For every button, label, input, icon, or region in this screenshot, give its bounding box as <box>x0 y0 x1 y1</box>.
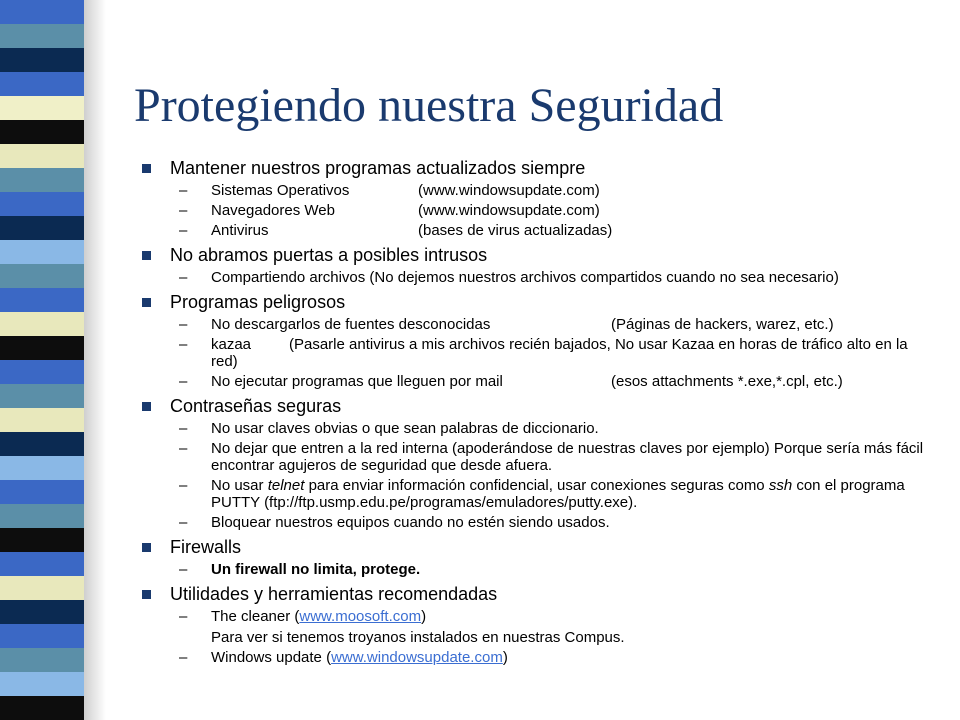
item-label: Antivirus <box>211 222 269 239</box>
section-programas-actualizados <box>136 158 936 179</box>
section-firewalls <box>136 537 936 558</box>
note-text: Para ver si tenemos troyanos instalados en nuestras Compus. <box>211 629 625 646</box>
stripe-block <box>0 696 84 720</box>
item-emphasis: telnet <box>267 477 305 494</box>
stripe-block <box>0 672 84 696</box>
section-heading: Firewalls <box>170 537 242 557</box>
item-text: Un firewall no limita, protege. <box>211 561 421 578</box>
stripe-block <box>0 624 84 648</box>
stripe-block <box>0 504 84 528</box>
item-label: kazaa <box>211 336 252 353</box>
stripe-block <box>0 192 84 216</box>
stripe-block <box>0 120 84 144</box>
list-item: – No usar telnet para enviar información confidencial, usar conexiones seguras como ssh con el programa PUTTY (ftp://ftp.usmp.edu.pe/programas/emuladores/putty.exe). <box>179 477 905 511</box>
stripe-block <box>0 600 84 624</box>
item-label: No descargarlos de fuentes desconocidas <box>211 316 491 333</box>
bullet-icon <box>142 251 151 260</box>
item-detail: (www.windowsupdate.com) <box>418 182 600 199</box>
stripe-block <box>0 0 84 24</box>
section-contrasenas <box>136 396 936 417</box>
stripe-block <box>0 552 84 576</box>
item-text: No usar claves obvias o que sean palabras de diccionario. <box>211 420 599 437</box>
slide-content <box>136 158 936 666</box>
section-puertas-intrusos <box>136 245 936 266</box>
list-item: – Compartiendo archivos (No dejemos nuestros archivos compartidos cuando no sea necesario) <box>179 269 839 286</box>
stripe-block <box>0 648 84 672</box>
item-text: No usar <box>211 477 268 494</box>
item-text: con el programa PUTTY (ftp://ftp.usmp.edu.pe/programas/emuladores/putty.exe). <box>211 477 905 511</box>
list-item: – No usar claves obvias o que sean palabras de diccionario. <box>179 420 599 437</box>
section-heading: Utilidades y herramientas recomendadas <box>170 584 498 604</box>
stripe-block <box>0 360 84 384</box>
section-heading: Mantener nuestros programas actualizados siempre <box>170 158 586 178</box>
item-text: ) <box>502 649 508 666</box>
list-item: – No dejar que entren a la red interna (apoderándose de nuestras claves por ejemplo) Porque sería más fácil encontrar agujeros de seguridad que desde afuera. <box>179 440 924 474</box>
item-label: Navegadores Web <box>211 202 335 219</box>
list-item: – Navegadores Web (www.windowsupdate.com) <box>179 202 600 219</box>
bullet-icon <box>142 298 151 307</box>
list-item: – Windows update (www.windowsupdate.com) <box>179 649 508 666</box>
section-utilidades <box>136 584 936 605</box>
stripe-block <box>0 72 84 96</box>
stripe-block <box>0 336 84 360</box>
item-detail: (esos attachments *.exe,*.cpl, etc.) <box>611 373 843 390</box>
stripe-block <box>0 288 84 312</box>
item-detail: (Páginas de hackers, warez, etc.) <box>611 316 834 333</box>
stripe-block <box>0 264 84 288</box>
decorative-stripe <box>0 0 84 720</box>
item-detail: (Pasarle antivirus a mis archivos recién bajados, No usar Kazaa en horas de tráfico alto en la red) <box>211 336 908 370</box>
stripe-block <box>0 96 84 120</box>
item-emphasis: ssh <box>768 477 793 494</box>
stripe-block <box>0 312 84 336</box>
stripe-block <box>0 456 84 480</box>
moosoft-link[interactable]: www.moosoft.com <box>299 608 422 625</box>
item-text: The cleaner ( <box>211 608 300 625</box>
windowsupdate-link[interactable]: www.windowsupdate.com <box>331 649 503 666</box>
item-label: Sistemas Operativos <box>211 182 350 199</box>
stripe-block <box>0 480 84 504</box>
list-item: – No descargarlos de fuentes desconocidas (Páginas de hackers, warez, etc.) <box>179 316 834 333</box>
list-item: – kazaa (Pasarle antivirus a mis archivos recién bajados, No usar Kazaa en horas de tráfico alto en la red) <box>179 336 908 370</box>
item-text: No dejar que entren a la red interna (apoderándose de nuestras claves por ejemplo) Porque sería más fácil encontrar agujeros de seguridad que desde afuera. <box>211 440 924 474</box>
item-detail: (www.windowsupdate.com) <box>418 202 600 219</box>
stripe-block <box>0 216 84 240</box>
stripe-block <box>0 240 84 264</box>
stripe-block <box>0 384 84 408</box>
list-item: – Antivirus (bases de virus actualizadas) <box>179 222 613 239</box>
list-item: – Sistemas Operativos (www.windowsupdate.com) <box>179 182 600 199</box>
stripe-block <box>0 576 84 600</box>
list-item: – Un firewall no limita, protege. <box>179 561 421 578</box>
stripe-block <box>0 48 84 72</box>
item-text: para enviar información confidencial, usar conexiones seguras como <box>304 477 769 494</box>
list-item: – No ejecutar programas que lleguen por mail (esos attachments *.exe,*.cpl, etc.) <box>179 373 843 390</box>
item-detail: (bases de virus actualizadas) <box>418 222 613 239</box>
stripe-block <box>0 432 84 456</box>
bullet-icon <box>142 164 151 173</box>
item-text: Compartiendo archivos (No dejemos nuestros archivos compartidos cuando no sea necesario) <box>211 269 839 286</box>
stripe-block <box>0 144 84 168</box>
bullet-icon <box>142 590 151 599</box>
item-text: Windows update ( <box>211 649 332 666</box>
bullet-icon <box>142 543 151 552</box>
section-heading: Programas peligrosos <box>170 292 346 312</box>
stripe-block <box>0 168 84 192</box>
section-heading: Contraseñas seguras <box>170 396 342 416</box>
stripe-shadow <box>84 0 106 720</box>
slide-title: Protegiendo nuestra Seguridad <box>134 79 724 132</box>
stripe-block <box>0 528 84 552</box>
section-heading: No abramos puertas a posibles intrusos <box>170 245 488 265</box>
bullet-icon <box>142 402 151 411</box>
list-item: – Bloquear nuestros equipos cuando no estén siendo usados. <box>179 514 610 531</box>
stripe-block <box>0 408 84 432</box>
stripe-block <box>0 24 84 48</box>
item-text: Bloquear nuestros equipos cuando no estén siendo usados. <box>211 514 610 531</box>
item-label: No ejecutar programas que lleguen por mail <box>211 373 503 390</box>
item-text: ) <box>421 608 427 625</box>
list-item: – The cleaner (www.moosoft.com) <box>179 608 427 625</box>
section-programas-peligrosos <box>136 292 936 313</box>
